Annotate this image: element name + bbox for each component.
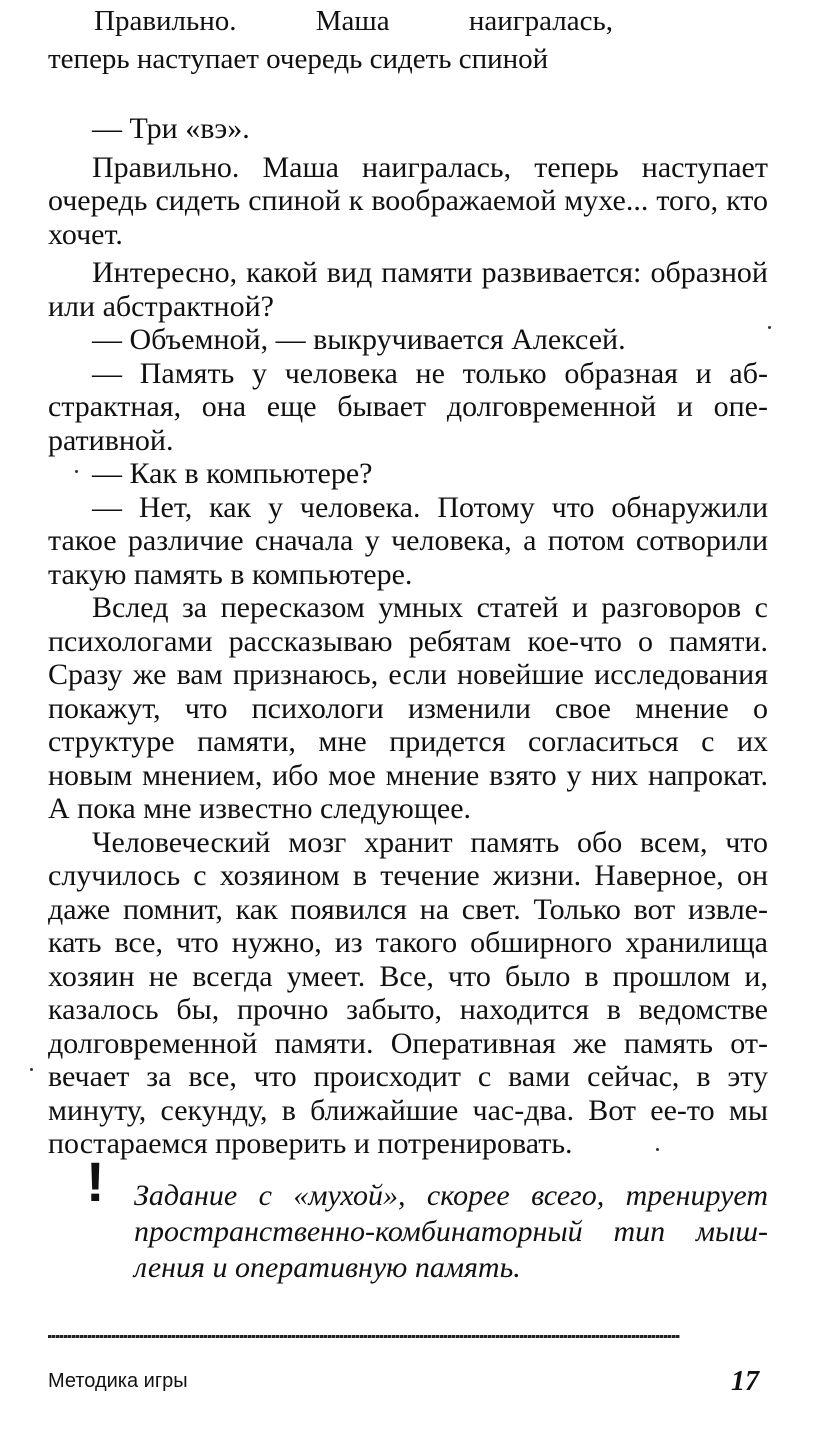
footer-rule (48, 1335, 680, 1338)
header-fragment-line-2: теперь наступает очередь сидеть спиной (48, 43, 549, 75)
body-text (48, 112, 768, 1161)
header-fragment-line-1 (48, 2, 613, 40)
header-word: Правильно. (94, 5, 237, 37)
header-word: Маша (315, 5, 390, 37)
exclamation-icon: ! (86, 1150, 105, 1213)
callout-text: Задание с «мухой», скорее всего, тренирует пространственно-комбинаторный тип мышления и оперативную память. (134, 1179, 768, 1284)
running-footer-title: Методика игры (48, 1370, 188, 1392)
paragraph: — Память у человека не только образная и абстрактная, она еще бывает долговременной и оперативной. (48, 356, 768, 457)
paragraph: Человеческий мозг хранит память обо всем, что случилось с хозяином в течение жизни. Наверное, он даже помнит, как появился на свет. Только вот извлекать все, что нужно, из такого обширного хранилища хозяин не всегда умеет. Все, что было в прошлом и, казалось бы, прочно забыто, находится в ведомстве долговременной памяти. Оперативная же память отвечает за все, что происходит с вами сейчас, в эту минуту, секунду, в ближайшие час-два. Вот ее-то мы постараемся проверить и потренировать. (48, 825, 768, 1160)
paragraph: — Нет, как у человека. Потому что обнаружили такое различие сначала у человека, а потом сотворили такую память в компьютере. (48, 490, 768, 591)
scan-speck (75, 470, 78, 473)
header-fragment (48, 2, 613, 78)
page-number: 17 (731, 1366, 759, 1397)
scan-speck (30, 1068, 33, 1071)
paragraph: Вслед за пересказом умных статей и разговоров с психологами рассказываю ребятам кое-что о памяти. Сразу же вам признаюсь, если новейшие исследования покажут, что психологи изменили свое мнение о структуре памяти, мне придется согласиться с их новым мнением, ибо мое мнение взято у них напрокат. А пока мне известно следующее. (48, 591, 768, 825)
paragraph: — Как в компьютере? (92, 457, 373, 490)
paragraph: — Объемной, — выкручивается Алексей. (92, 323, 626, 356)
scan-speck (656, 1148, 659, 1151)
scan-speck (768, 326, 771, 329)
paragraph: Интересно, какой вид памяти развивается: образной или абстрактной? (48, 256, 768, 323)
paragraph: Правильно. Маша наигралась, теперь наступает очередь сидеть спиной к воображаемой мухе... того, кто хочет. (48, 150, 768, 251)
callout-note (48, 1150, 768, 1288)
header-word: наигралась, (468, 5, 613, 37)
paragraph: — Три «вэ». (92, 112, 250, 145)
